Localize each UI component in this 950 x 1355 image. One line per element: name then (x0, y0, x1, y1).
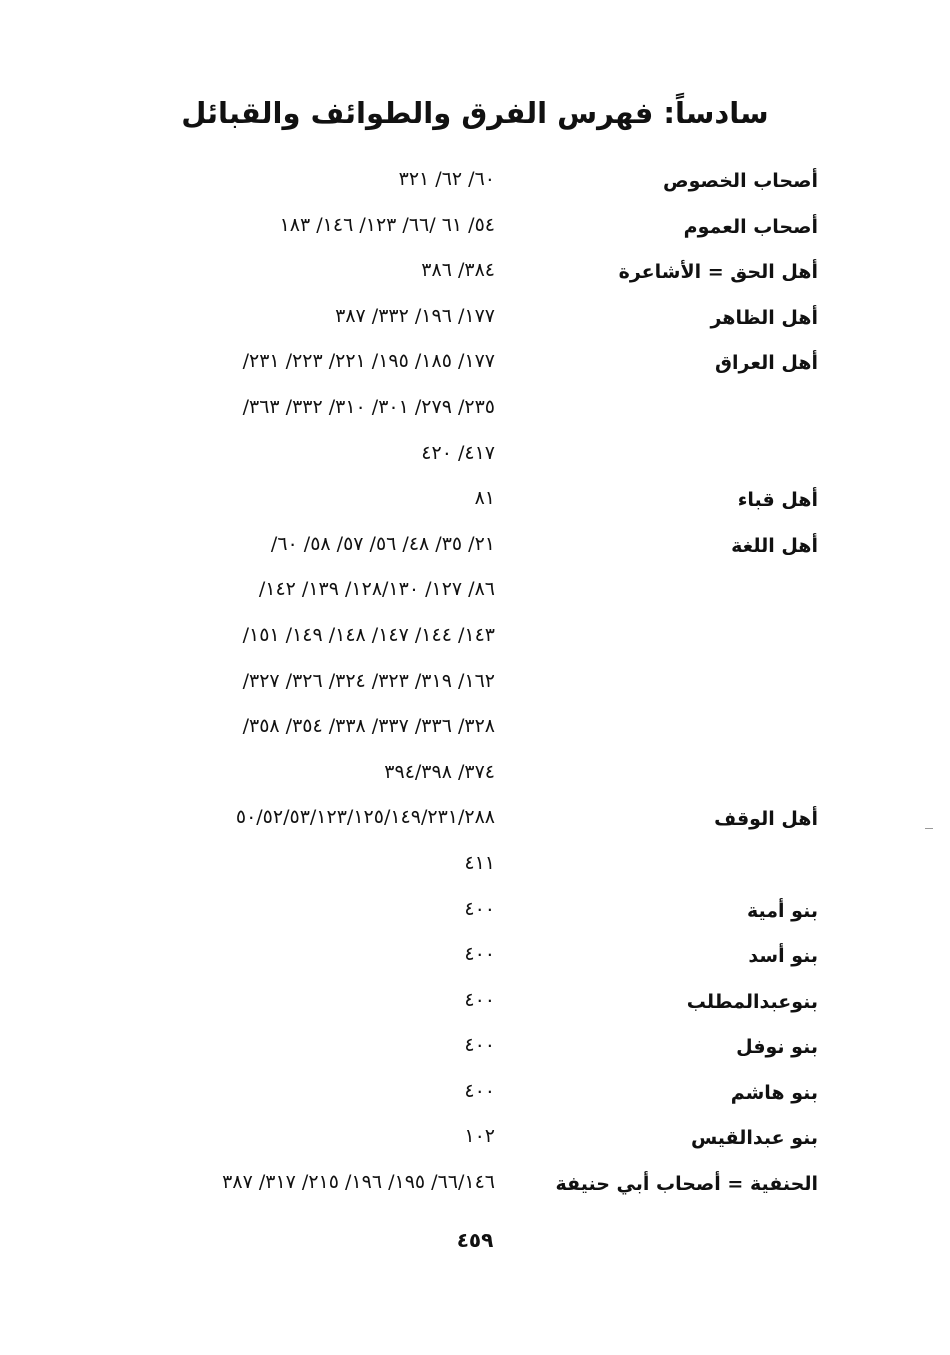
index-entry (0, 943, 950, 989)
entry-term: أهل الحق = الأشاعرة (618, 261, 818, 284)
page-number: ٤٥٩ (456, 1228, 494, 1252)
section-title: سادساً: فهرس الفرق والطوائف والقبائل (181, 96, 769, 130)
entry-page-refs: ١٤٣/ ١٤٤/ ١٤٧/ ١٤٨/ ١٤٩/ ١٥١/ (242, 623, 495, 646)
index-entry (0, 396, 950, 442)
entry-term: أهل قباء (737, 489, 818, 512)
entry-term: أصحاب العموم (683, 215, 818, 238)
entry-page-refs: ٤٠٠ (464, 1034, 495, 1057)
entry-page-refs: ٣٨٤/ ٣٨٦ (421, 259, 495, 282)
entry-page-refs: ٨١ (474, 487, 495, 510)
index-list (0, 168, 950, 1217)
index-entry (0, 624, 950, 670)
index-entry (0, 1080, 950, 1126)
index-entry (0, 852, 950, 898)
index-entry (0, 761, 950, 807)
index-entry (0, 1171, 950, 1217)
index-entry (0, 259, 950, 305)
entry-page-refs: ٤٠٠ (464, 943, 495, 966)
index-entry (0, 305, 950, 351)
entry-page-refs: ١٠٢ (464, 1125, 495, 1148)
entry-page-refs: ٣٧٤/ ٣٩٤/٣٩٨ (384, 760, 495, 783)
index-entry (0, 578, 950, 624)
entry-term: أهل الوقف (714, 808, 818, 831)
entry-page-refs: ٤١١ (464, 851, 495, 874)
index-entry (0, 670, 950, 716)
entry-term: بنو أمية (747, 899, 818, 922)
entry-term: أصحاب الخصوص (663, 170, 818, 192)
entry-page-refs: ٦٠/ ٦٢/ ٣٢١ (398, 168, 495, 190)
entry-term: بنو عبدالقيس (690, 1127, 818, 1150)
entry-page-refs: ٢٣٥/ ٢٧٩/ ٣٠١/ ٣١٠/ ٣٣٢/ ٣٦٣/ (242, 395, 495, 418)
index-entry (0, 442, 950, 488)
index-entry (0, 715, 950, 761)
index-entry (0, 898, 950, 944)
entry-term: أهل الظاهر (710, 306, 818, 329)
entry-term: أهل اللغة (731, 534, 818, 557)
entry-page-refs: ٤٠٠ (464, 897, 495, 920)
index-entry (0, 989, 950, 1035)
index-entry (0, 1034, 950, 1080)
entry-page-refs: ١٧٧/ ١٨٥/ ١٩٥/ ٢٢١/ ٢٢٣/ ٢٣١/ (242, 350, 495, 373)
index-entry (0, 533, 950, 579)
entry-page-refs: ٤٠٠ (464, 1079, 495, 1102)
entry-page-refs: ١٧٧/ ١٩٦/ ٣٣٢/ ٣٨٧ (335, 304, 495, 327)
entry-page-refs: ٤٠٠ (464, 988, 495, 1011)
index-entry (0, 806, 950, 852)
entry-term: بنوعبدالمطلب (686, 990, 818, 1013)
entry-page-refs: ٥٠/٥٢/٥٣/١٢٣/١٢٥/١٤٩/٢٣١/٢٨٨ (235, 806, 495, 829)
entry-page-refs: ١٦٢/ ٣١٩/ ٣٢٣/ ٣٢٤/ ٣٢٦/ ٣٢٧/ (242, 669, 495, 692)
entry-page-refs: ٦٦/١٤٦/ ١٩٥/ ١٩٦/ ٢١٥/ ٣١٧/ ٣٨٧ (222, 1171, 495, 1194)
entry-term: بنو نوفل (736, 1036, 818, 1059)
index-entry (0, 487, 950, 533)
entry-page-refs: ٥٤/ ٦١ /٦٦/ ١٢٣/ ١٤٦/ ١٨٣ (279, 213, 495, 236)
entry-term: بنو هاشم (730, 1081, 818, 1104)
margin-mark (925, 828, 933, 829)
entry-page-refs: ٤١٧/ ٤٢٠ (421, 441, 495, 464)
entry-term: الحنفية = أصحاب أبي حنيفة (555, 1173, 818, 1196)
entry-term: أهل العراق (715, 352, 818, 375)
entry-page-refs: ٣٢٨/ ٣٣٦/ ٣٣٧/ ٣٣٨/ ٣٥٤/ ٣٥٨/ (242, 715, 495, 738)
index-entry (0, 350, 950, 396)
index-entry (0, 168, 950, 214)
entry-term: بنو أسد (748, 945, 818, 968)
index-entry (0, 1125, 950, 1171)
entry-page-refs: ٨٦/ ١٢٧/ ١٢٨/١٣٠/ ١٣٩/ ١٤٢/ (258, 578, 495, 601)
index-entry (0, 214, 950, 260)
entry-page-refs: ٢١/ ٣٥/ ٤٨/ ٥٦/ ٥٧/ ٥٨/ ٦٠/ (270, 532, 495, 555)
